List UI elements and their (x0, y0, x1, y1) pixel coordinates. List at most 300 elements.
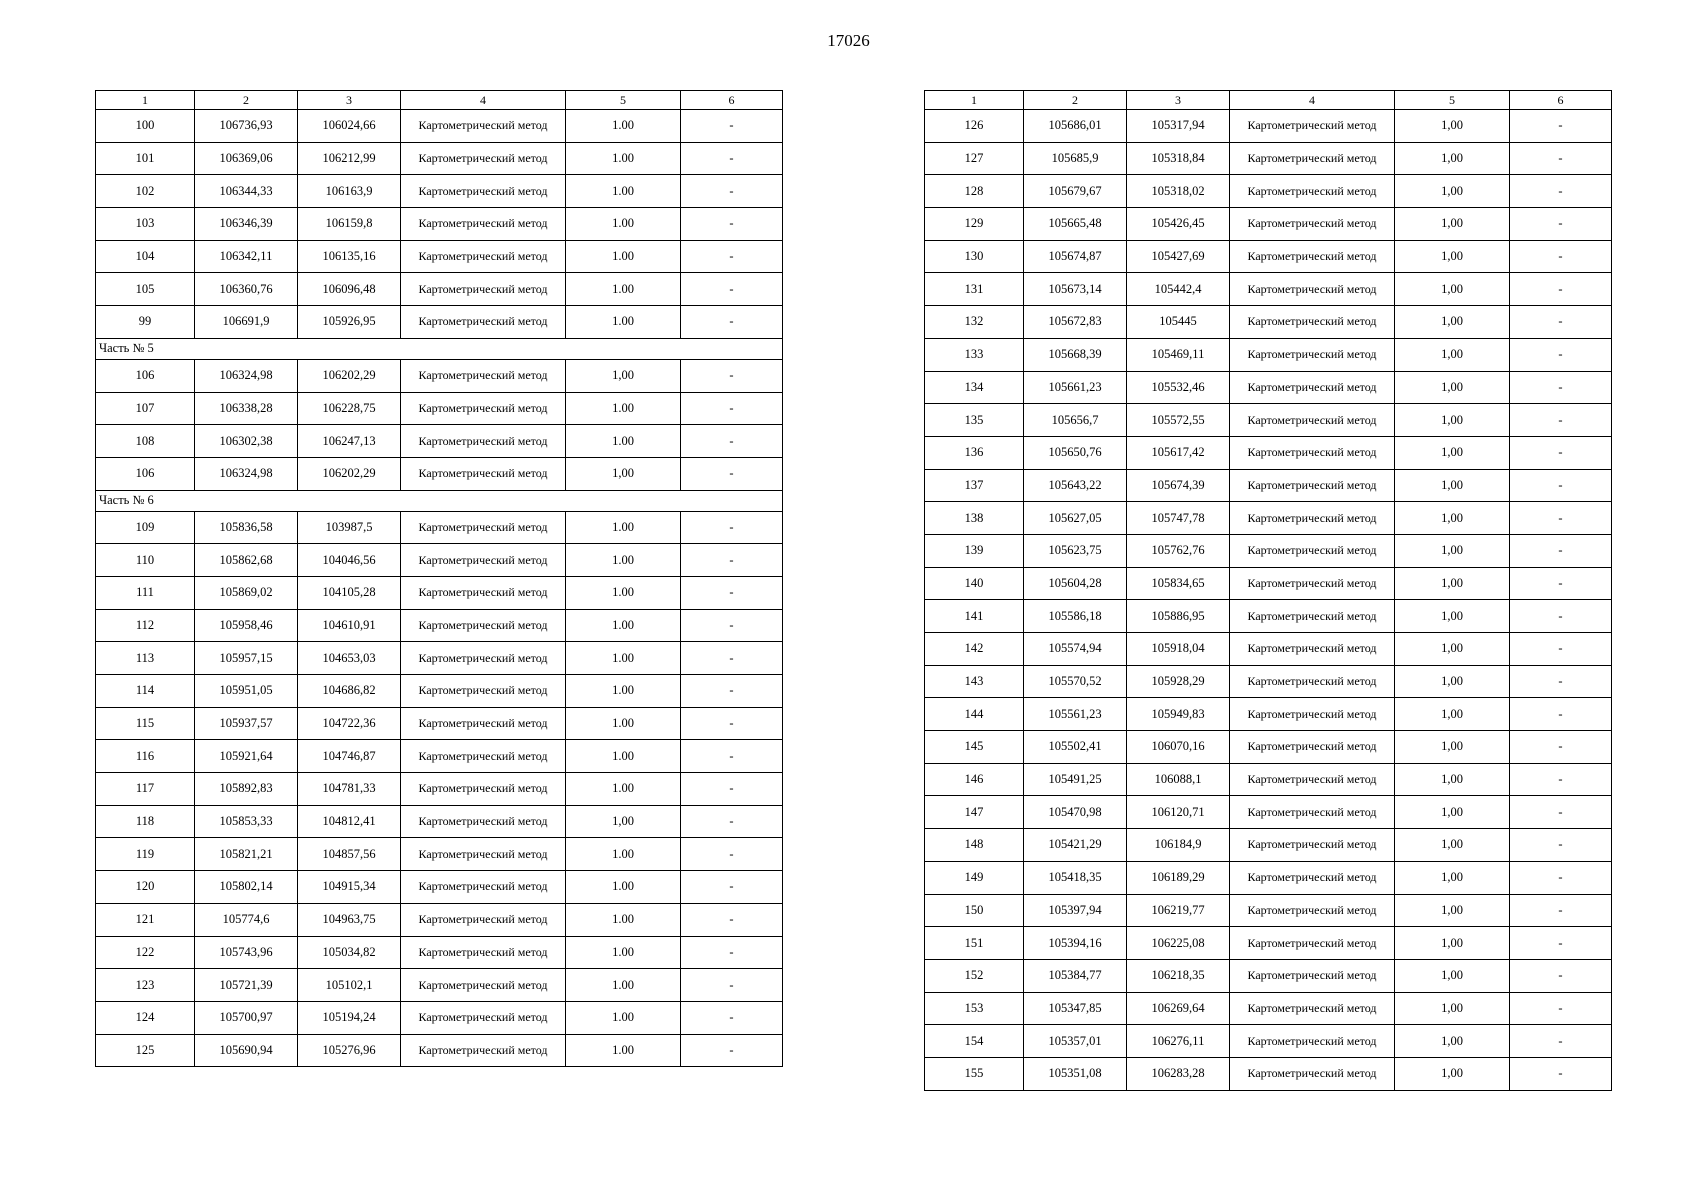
precision-cell: 1,00 (1395, 469, 1510, 502)
precision-cell: 1,00 (1395, 502, 1510, 535)
y-coordinate-cell: 106202,29 (298, 359, 401, 392)
section-label: Часть № 5 (96, 338, 783, 359)
x-coordinate-cell: 105721,39 (195, 969, 298, 1002)
table-row (925, 110, 1612, 143)
table-row (925, 436, 1612, 469)
precision-cell: 1.00 (566, 642, 681, 675)
point-number-cell: 141 (925, 600, 1024, 633)
description-cell: - (1510, 698, 1612, 731)
x-coordinate-cell: 106346,39 (195, 208, 298, 241)
method-cell: Картометрический метод (401, 208, 566, 241)
table-row (96, 306, 783, 339)
table-row (925, 371, 1612, 404)
x-coordinate-cell: 105836,58 (195, 511, 298, 544)
x-coordinate-cell: 106342,11 (195, 240, 298, 273)
y-coordinate-cell: 105445 (1127, 306, 1230, 339)
table-row (96, 110, 783, 143)
y-coordinate-cell: 106202,29 (298, 457, 401, 490)
method-cell: Картометрический метод (1230, 240, 1395, 273)
point-number-cell: 103 (96, 208, 195, 241)
method-cell: Картометрический метод (401, 773, 566, 806)
point-number-cell: 125 (96, 1034, 195, 1067)
y-coordinate-cell: 106070,16 (1127, 731, 1230, 764)
x-coordinate-cell: 105679,67 (1024, 175, 1127, 208)
table-row (925, 959, 1612, 992)
method-cell: Картометрический метод (1230, 763, 1395, 796)
point-number-cell: 122 (96, 936, 195, 969)
precision-cell: 1.00 (566, 838, 681, 871)
precision-cell: 1.00 (566, 773, 681, 806)
description-cell: - (1510, 567, 1612, 600)
table-row (96, 903, 783, 936)
column-header: 5 (1395, 91, 1510, 110)
x-coordinate-cell: 106344,33 (195, 175, 298, 208)
precision-cell: 1,00 (1395, 633, 1510, 666)
description-cell: - (1510, 404, 1612, 437)
y-coordinate-cell: 104686,82 (298, 675, 401, 708)
x-coordinate-cell: 106360,76 (195, 273, 298, 306)
precision-cell: 1,00 (566, 359, 681, 392)
method-cell: Картометрический метод (1230, 861, 1395, 894)
point-number-cell: 111 (96, 576, 195, 609)
y-coordinate-cell: 106184,9 (1127, 829, 1230, 862)
y-coordinate-cell: 106135,16 (298, 240, 401, 273)
table-row (96, 576, 783, 609)
method-cell: Картометрический метод (1230, 175, 1395, 208)
point-number-cell: 142 (925, 633, 1024, 666)
x-coordinate-cell: 105957,15 (195, 642, 298, 675)
y-coordinate-cell: 105276,96 (298, 1034, 401, 1067)
description-cell: - (681, 903, 783, 936)
x-coordinate-cell: 105743,96 (195, 936, 298, 969)
point-number-cell: 155 (925, 1057, 1024, 1090)
x-coordinate-cell: 105862,68 (195, 544, 298, 577)
precision-cell: 1,00 (1395, 338, 1510, 371)
precision-cell: 1,00 (1395, 306, 1510, 339)
precision-cell: 1.00 (566, 208, 681, 241)
x-coordinate-cell: 105604,28 (1024, 567, 1127, 600)
method-cell: Картометрический метод (401, 142, 566, 175)
description-cell: - (1510, 927, 1612, 960)
x-coordinate-cell: 105665,48 (1024, 208, 1127, 241)
y-coordinate-cell: 105317,94 (1127, 110, 1230, 143)
precision-cell: 1.00 (566, 1001, 681, 1034)
y-coordinate-cell: 105034,82 (298, 936, 401, 969)
description-cell: - (1510, 208, 1612, 241)
method-cell: Картометрический метод (401, 805, 566, 838)
y-coordinate-cell: 104046,56 (298, 544, 401, 577)
description-cell: - (1510, 534, 1612, 567)
x-coordinate-cell: 105394,16 (1024, 927, 1127, 960)
precision-cell: 1.00 (566, 609, 681, 642)
y-coordinate-cell: 104857,56 (298, 838, 401, 871)
point-number-cell: 144 (925, 698, 1024, 731)
precision-cell: 1,00 (566, 457, 681, 490)
table-row (925, 338, 1612, 371)
point-number-cell: 139 (925, 534, 1024, 567)
point-number-cell: 99 (96, 306, 195, 339)
x-coordinate-cell: 106736,93 (195, 110, 298, 143)
method-cell: Картометрический метод (401, 576, 566, 609)
y-coordinate-cell: 104746,87 (298, 740, 401, 773)
y-coordinate-cell: 106218,35 (1127, 959, 1230, 992)
table-header-row (925, 91, 1612, 110)
y-coordinate-cell: 105918,04 (1127, 633, 1230, 666)
description-cell: - (1510, 371, 1612, 404)
precision-cell: 1,00 (1395, 436, 1510, 469)
description-cell: - (681, 805, 783, 838)
method-cell: Картометрический метод (401, 392, 566, 425)
point-number-cell: 110 (96, 544, 195, 577)
point-number-cell: 138 (925, 502, 1024, 535)
x-coordinate-cell: 105661,23 (1024, 371, 1127, 404)
point-number-cell: 106 (96, 359, 195, 392)
table-row (925, 665, 1612, 698)
method-cell: Картометрический метод (401, 1001, 566, 1034)
x-coordinate-cell: 105937,57 (195, 707, 298, 740)
method-cell: Картометрический метод (401, 707, 566, 740)
y-coordinate-cell: 104610,91 (298, 609, 401, 642)
description-cell: - (1510, 436, 1612, 469)
y-coordinate-cell: 104653,03 (298, 642, 401, 675)
precision-cell: 1,00 (1395, 731, 1510, 764)
x-coordinate-cell: 105668,39 (1024, 338, 1127, 371)
table-row (96, 457, 783, 490)
table-row (925, 208, 1612, 241)
point-number-cell: 136 (925, 436, 1024, 469)
x-coordinate-cell: 105357,01 (1024, 1025, 1127, 1058)
description-cell: - (681, 359, 783, 392)
x-coordinate-cell: 105421,29 (1024, 829, 1127, 862)
x-coordinate-cell: 105685,9 (1024, 142, 1127, 175)
page-number: 17026 (827, 31, 870, 50)
precision-cell: 1,00 (1395, 208, 1510, 241)
x-coordinate-cell: 105418,35 (1024, 861, 1127, 894)
method-cell: Картометрический метод (401, 903, 566, 936)
description-cell: - (1510, 273, 1612, 306)
method-cell: Картометрический метод (1230, 894, 1395, 927)
y-coordinate-cell: 105928,29 (1127, 665, 1230, 698)
table-row (96, 511, 783, 544)
description-cell: - (1510, 600, 1612, 633)
y-coordinate-cell: 105102,1 (298, 969, 401, 1002)
description-cell: - (681, 425, 783, 458)
point-number-cell: 131 (925, 273, 1024, 306)
description-cell: - (1510, 306, 1612, 339)
precision-cell: 1,00 (1395, 1025, 1510, 1058)
precision-cell: 1,00 (1395, 175, 1510, 208)
table-row (96, 359, 783, 392)
method-cell: Картометрический метод (1230, 404, 1395, 437)
precision-cell: 1,00 (1395, 959, 1510, 992)
point-number-cell: 140 (925, 567, 1024, 600)
table-row (925, 992, 1612, 1025)
x-coordinate-cell: 105623,75 (1024, 534, 1127, 567)
method-cell: Картометрический метод (401, 511, 566, 544)
precision-cell: 1,00 (1395, 404, 1510, 437)
x-coordinate-cell: 105397,94 (1024, 894, 1127, 927)
column-header: 5 (566, 91, 681, 110)
point-number-cell: 104 (96, 240, 195, 273)
x-coordinate-cell: 105384,77 (1024, 959, 1127, 992)
y-coordinate-cell: 106212,99 (298, 142, 401, 175)
method-cell: Картометрический метод (1230, 698, 1395, 731)
x-coordinate-cell: 105869,02 (195, 576, 298, 609)
method-cell: Картометрический метод (1230, 502, 1395, 535)
x-coordinate-cell: 105502,41 (1024, 731, 1127, 764)
coordinates-table-left (95, 90, 783, 1067)
x-coordinate-cell: 105672,83 (1024, 306, 1127, 339)
x-coordinate-cell: 105686,01 (1024, 110, 1127, 143)
table-row (96, 240, 783, 273)
table-row (96, 1034, 783, 1067)
point-number-cell: 119 (96, 838, 195, 871)
point-number-cell: 115 (96, 707, 195, 740)
precision-cell: 1.00 (566, 1034, 681, 1067)
table-row (96, 1001, 783, 1034)
point-number-cell: 117 (96, 773, 195, 806)
description-cell: - (1510, 338, 1612, 371)
precision-cell: 1.00 (566, 740, 681, 773)
y-coordinate-cell: 103987,5 (298, 511, 401, 544)
y-coordinate-cell: 105572,55 (1127, 404, 1230, 437)
method-cell: Картометрический метод (401, 1034, 566, 1067)
x-coordinate-cell: 105570,52 (1024, 665, 1127, 698)
description-cell: - (681, 969, 783, 1002)
y-coordinate-cell: 105318,84 (1127, 142, 1230, 175)
table-row (925, 829, 1612, 862)
point-number-cell: 137 (925, 469, 1024, 502)
method-cell: Картометрический метод (401, 838, 566, 871)
table-row (96, 175, 783, 208)
coordinates-table-right (924, 90, 1612, 1091)
description-cell: - (681, 457, 783, 490)
x-coordinate-cell: 105491,25 (1024, 763, 1127, 796)
y-coordinate-cell: 106024,66 (298, 110, 401, 143)
description-cell: - (681, 707, 783, 740)
precision-cell: 1.00 (566, 903, 681, 936)
precision-cell: 1,00 (1395, 894, 1510, 927)
table-row (925, 698, 1612, 731)
y-coordinate-cell: 105532,46 (1127, 371, 1230, 404)
precision-cell: 1.00 (566, 511, 681, 544)
section-row (96, 338, 783, 359)
method-cell: Картометрический метод (1230, 992, 1395, 1025)
y-coordinate-cell: 105426,45 (1127, 208, 1230, 241)
precision-cell: 1.00 (566, 425, 681, 458)
table-row (96, 142, 783, 175)
point-number-cell: 132 (925, 306, 1024, 339)
method-cell: Картометрический метод (1230, 927, 1395, 960)
y-coordinate-cell: 106088,1 (1127, 763, 1230, 796)
y-coordinate-cell: 105194,24 (298, 1001, 401, 1034)
x-coordinate-cell: 106691,9 (195, 306, 298, 339)
column-header: 1 (925, 91, 1024, 110)
method-cell: Картометрический метод (1230, 731, 1395, 764)
description-cell: - (681, 609, 783, 642)
y-coordinate-cell: 105469,11 (1127, 338, 1230, 371)
precision-cell: 1,00 (1395, 763, 1510, 796)
x-coordinate-cell: 105586,18 (1024, 600, 1127, 633)
x-coordinate-cell: 105627,05 (1024, 502, 1127, 535)
table-row (925, 404, 1612, 437)
table-row (925, 633, 1612, 666)
description-cell: - (681, 273, 783, 306)
y-coordinate-cell: 105318,02 (1127, 175, 1230, 208)
description-cell: - (681, 511, 783, 544)
x-coordinate-cell: 105574,94 (1024, 633, 1127, 666)
y-coordinate-cell: 106228,75 (298, 392, 401, 425)
point-number-cell: 108 (96, 425, 195, 458)
method-cell: Картометрический метод (401, 936, 566, 969)
description-cell: - (1510, 175, 1612, 208)
y-coordinate-cell: 106219,77 (1127, 894, 1230, 927)
column-header: 3 (1127, 91, 1230, 110)
description-cell: - (681, 838, 783, 871)
method-cell: Картометрический метод (1230, 142, 1395, 175)
x-coordinate-cell: 105347,85 (1024, 992, 1127, 1025)
description-cell: - (1510, 240, 1612, 273)
y-coordinate-cell: 106283,28 (1127, 1057, 1230, 1090)
point-number-cell: 114 (96, 675, 195, 708)
description-cell: - (1510, 763, 1612, 796)
x-coordinate-cell: 105774,6 (195, 903, 298, 936)
description-cell: - (1510, 633, 1612, 666)
precision-cell: 1,00 (1395, 600, 1510, 633)
x-coordinate-cell: 105951,05 (195, 675, 298, 708)
method-cell: Картометрический метод (401, 175, 566, 208)
table-row (925, 175, 1612, 208)
method-cell: Картометрический метод (401, 871, 566, 904)
precision-cell: 1.00 (566, 392, 681, 425)
x-coordinate-cell: 105690,94 (195, 1034, 298, 1067)
y-coordinate-cell: 106120,71 (1127, 796, 1230, 829)
method-cell: Картометрический метод (1230, 436, 1395, 469)
point-number-cell: 148 (925, 829, 1024, 862)
table-row (96, 871, 783, 904)
method-cell: Картометрический метод (1230, 208, 1395, 241)
y-coordinate-cell: 104812,41 (298, 805, 401, 838)
x-coordinate-cell: 105643,22 (1024, 469, 1127, 502)
precision-cell: 1.00 (566, 707, 681, 740)
description-cell: - (1510, 142, 1612, 175)
x-coordinate-cell: 105921,64 (195, 740, 298, 773)
precision-cell: 1,00 (566, 805, 681, 838)
point-number-cell: 113 (96, 642, 195, 675)
table-row (96, 740, 783, 773)
table-row (96, 969, 783, 1002)
table-row (925, 763, 1612, 796)
method-cell: Картометрический метод (1230, 633, 1395, 666)
table-row (925, 894, 1612, 927)
precision-cell: 1.00 (566, 110, 681, 143)
point-number-cell: 143 (925, 665, 1024, 698)
table-row (96, 544, 783, 577)
precision-cell: 1,00 (1395, 992, 1510, 1025)
point-number-cell: 101 (96, 142, 195, 175)
precision-cell: 1.00 (566, 871, 681, 904)
method-cell: Картометрический метод (401, 675, 566, 708)
table-row (96, 838, 783, 871)
x-coordinate-cell: 105821,21 (195, 838, 298, 871)
description-cell: - (681, 110, 783, 143)
method-cell: Картометрический метод (1230, 829, 1395, 862)
method-cell: Картометрический метод (1230, 469, 1395, 502)
precision-cell: 1.00 (566, 576, 681, 609)
y-coordinate-cell: 105427,69 (1127, 240, 1230, 273)
x-coordinate-cell: 105650,76 (1024, 436, 1127, 469)
description-cell: - (1510, 502, 1612, 535)
y-coordinate-cell: 104105,28 (298, 576, 401, 609)
method-cell: Картометрический метод (401, 359, 566, 392)
point-number-cell: 127 (925, 142, 1024, 175)
description-cell: - (1510, 1057, 1612, 1090)
method-cell: Картометрический метод (1230, 567, 1395, 600)
description-cell: - (681, 240, 783, 273)
precision-cell: 1.00 (566, 544, 681, 577)
column-header: 4 (1230, 91, 1395, 110)
precision-cell: 1,00 (1395, 698, 1510, 731)
method-cell: Картометрический метод (1230, 306, 1395, 339)
description-cell: - (1510, 829, 1612, 862)
description-cell: - (1510, 894, 1612, 927)
method-cell: Картометрический метод (401, 544, 566, 577)
precision-cell: 1,00 (1395, 861, 1510, 894)
precision-cell: 1,00 (1395, 927, 1510, 960)
precision-cell: 1,00 (1395, 110, 1510, 143)
precision-cell: 1.00 (566, 306, 681, 339)
description-cell: - (681, 392, 783, 425)
description-cell: - (681, 1001, 783, 1034)
method-cell: Картометрический метод (401, 969, 566, 1002)
point-number-cell: 135 (925, 404, 1024, 437)
y-coordinate-cell: 104722,36 (298, 707, 401, 740)
precision-cell: 1.00 (566, 142, 681, 175)
y-coordinate-cell: 106096,48 (298, 273, 401, 306)
column-header: 1 (96, 91, 195, 110)
y-coordinate-cell: 104781,33 (298, 773, 401, 806)
method-cell: Картометрический метод (1230, 959, 1395, 992)
table-header-row (96, 91, 783, 110)
description-cell: - (1510, 110, 1612, 143)
x-coordinate-cell: 105656,7 (1024, 404, 1127, 437)
x-coordinate-cell: 106324,98 (195, 457, 298, 490)
y-coordinate-cell: 105747,78 (1127, 502, 1230, 535)
y-coordinate-cell: 105442,4 (1127, 273, 1230, 306)
method-cell: Картометрический метод (401, 740, 566, 773)
x-coordinate-cell: 105673,14 (1024, 273, 1127, 306)
precision-cell: 1,00 (1395, 829, 1510, 862)
y-coordinate-cell: 105886,95 (1127, 600, 1230, 633)
point-number-cell: 128 (925, 175, 1024, 208)
table-row (925, 1025, 1612, 1058)
x-coordinate-cell: 106302,38 (195, 425, 298, 458)
x-coordinate-cell: 105700,97 (195, 1001, 298, 1034)
description-cell: - (1510, 469, 1612, 502)
column-header: 2 (1024, 91, 1127, 110)
description-cell: - (681, 208, 783, 241)
y-coordinate-cell: 105949,83 (1127, 698, 1230, 731)
table-row (96, 425, 783, 458)
table-row (925, 600, 1612, 633)
x-coordinate-cell: 105958,46 (195, 609, 298, 642)
y-coordinate-cell: 105926,95 (298, 306, 401, 339)
table-row (925, 731, 1612, 764)
section-label: Часть № 6 (96, 490, 783, 511)
method-cell: Картометрический метод (1230, 273, 1395, 306)
method-cell: Картометрический метод (401, 273, 566, 306)
y-coordinate-cell: 106189,29 (1127, 861, 1230, 894)
